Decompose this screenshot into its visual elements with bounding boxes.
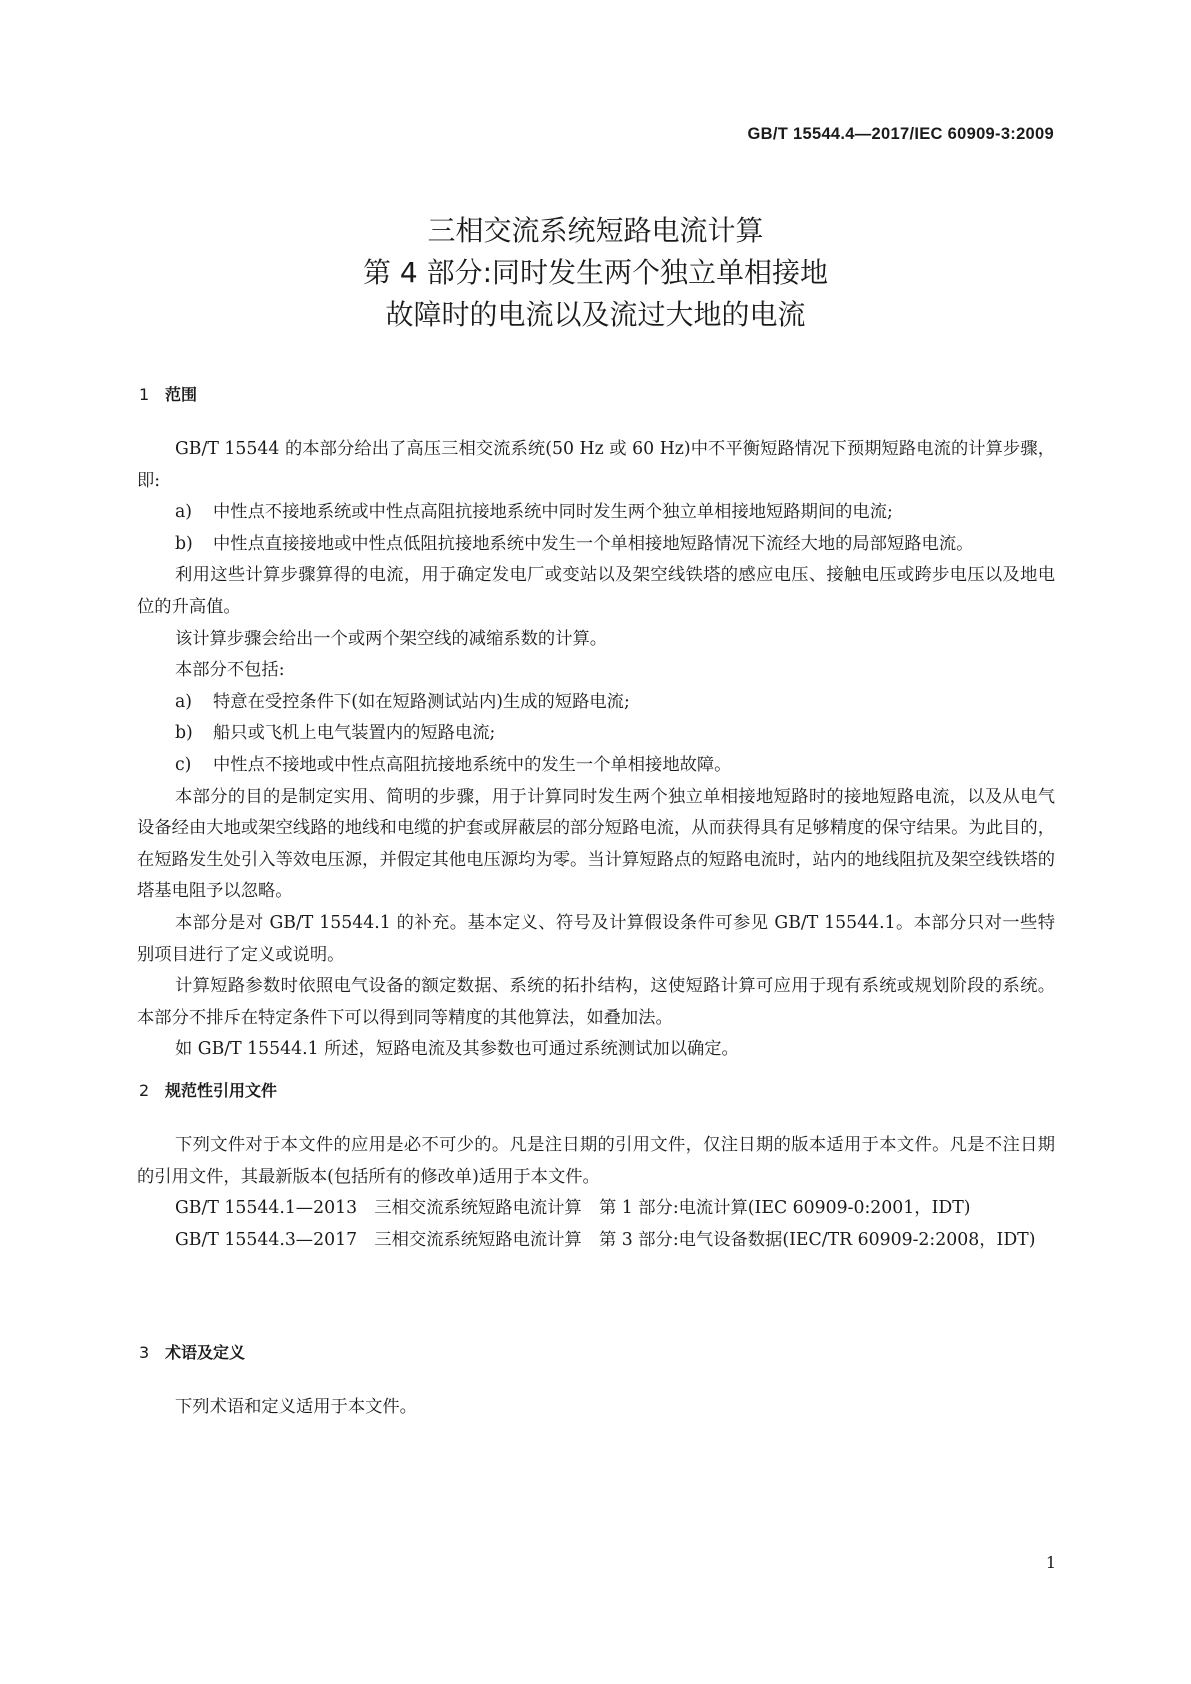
section-number: 3 <box>139 1343 150 1362</box>
list-marker: b) <box>175 533 193 554</box>
document-title <box>0 210 1191 336</box>
paragraph: GB/T 15544 的本部分给出了高压三相交流系统(50 Hz 或 60 Hz)中不平衡短路情况下预期短路电流的计算步骤，即: <box>137 439 1055 491</box>
paragraph: 计算短路参数时依照电气设备的额定数据、系统的拓扑结构，这使短路计算可应用于现有系统或规划阶段的系统。本部分不排斥在特定条件下可以得到同等精度的其他算法，如叠加法。 <box>137 976 1055 1028</box>
section-title: 规范性引用文件 <box>165 1081 278 1100</box>
list-item <box>137 687 1055 719</box>
section-number: 2 <box>139 1081 150 1100</box>
title-line-2: 第 4 部分:同时发生两个独立单相接地 <box>362 256 829 289</box>
list-text: 特意在受控条件下(如在短路测试站内)生成的短路电流; <box>213 691 630 712</box>
list-text: 中性点不接地系统或中性点高阻抗接地系统中同时发生两个独立单相接地短路期间的电流; <box>213 502 893 523</box>
title-line-3: 故障时的电流以及流过大地的电流 <box>385 298 806 331</box>
section-2-heading <box>139 1078 277 1101</box>
normative-reference: GB/T 15544.3—2017 三相交流系统短路电流计算 第 3 部分:电气设备数据(IEC/TR 60909-2:2008，IDT) <box>175 1229 1036 1250</box>
paragraph: 本部分的目的是制定实用、简明的步骤，用于计算同时发生两个独立单相接地短路时的接地短路电流，以及从电气设备经由大地或架空线路的地线和电缆的护套或屏蔽层的部分短路电流，从而获得具有足够精度的保守结果。为此目的，在短路发生处引入等效电压源，并假定其他电压源均为零。当计算短路点的短路电流时，站内的地线阻抗及架空线铁塔的塔基电阻予以忽略。 <box>137 786 1055 902</box>
title-line-1: 三相交流系统短路电流计算 <box>427 214 764 247</box>
list-item <box>137 750 1055 782</box>
list-marker: b) <box>175 723 193 744</box>
normative-reference: GB/T 15544.1—2013 三相交流系统短路电流计算 第 1 部分:电流计算(IEC 60909-0:2001，IDT) <box>175 1198 971 1219</box>
list-marker: a) <box>175 691 193 712</box>
page-number: 1 <box>1045 1553 1056 1572</box>
paragraph: 利用这些计算步骤算得的电流，用于确定发电厂或变站以及架空线铁塔的感应电压、接触电压或跨步电压以及地电位的升高值。 <box>137 565 1055 617</box>
list-marker: c) <box>175 754 192 775</box>
paragraph: 如 GB/T 15544.1 所述，短路电流及其参数也可通过系统测试加以确定。 <box>175 1039 739 1060</box>
paragraph: 下列文件对于本文件的应用是必不可少的。凡是注日期的引用文件，仅注日期的版本适用于本文件。凡是不注日期的引用文件，其最新版本(包括所有的修改单)适用于本文件。 <box>137 1135 1055 1187</box>
section-title: 范围 <box>165 385 198 404</box>
section-3-heading <box>139 1340 245 1363</box>
paragraph: 该计算步骤会给出一个或两个架空线的减缩系数的计算。 <box>175 628 608 649</box>
list-marker: a) <box>175 502 193 523</box>
section-2-body <box>137 1130 1055 1256</box>
list-text: 船只或飞机上电气装置内的短路电流; <box>213 723 496 744</box>
list-item <box>137 718 1055 750</box>
paragraph: 本部分不包括: <box>175 660 285 681</box>
paragraph: 本部分是对 GB/T 15544.1 的补充。基本定义、符号及计算假设条件可参见 GB/T 15544.1。本部分只对一些特别项目进行了定义或说明。 <box>137 912 1055 965</box>
section-title: 术语及定义 <box>165 1343 246 1362</box>
paragraph: 下列术语和定义适用于本文件。 <box>175 1397 417 1417</box>
list-text: 中性点不接地或中性点高阻抗接地系统中的发生一个单相接地故障。 <box>213 754 732 775</box>
standard-code: GB/T 15544.4—2017/IEC 60909-3:2009 <box>747 125 1054 143</box>
section-1-body <box>137 434 1055 1066</box>
list-item <box>137 497 1055 529</box>
section-1-heading <box>139 382 197 405</box>
section-number: 1 <box>139 385 150 404</box>
list-item <box>137 529 1055 561</box>
section-3-body <box>137 1392 1055 1424</box>
list-text: 中性点直接接地或中性点低阻抗接地系统中发生一个单相接地短路情况下流经大地的局部短路电流。 <box>213 533 974 554</box>
